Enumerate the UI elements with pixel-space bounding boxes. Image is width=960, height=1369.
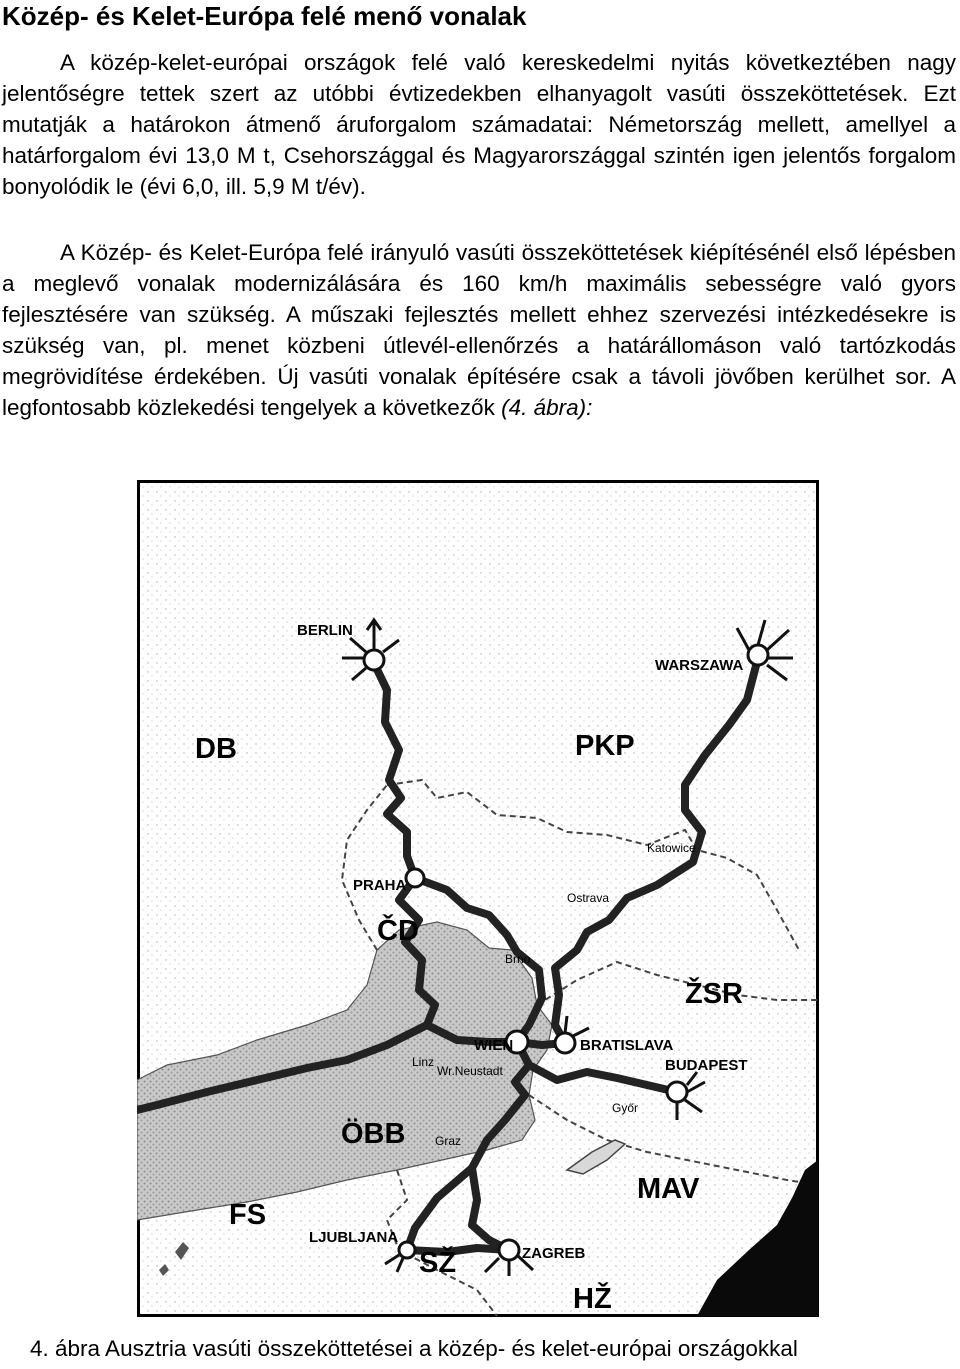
label-wien: WIEN [474, 1037, 514, 1054]
figure-reference: (4. ábra): [501, 395, 593, 420]
label-ljubljana: LJUBLJANA [309, 1229, 399, 1246]
label-graz: Graz [435, 1134, 462, 1148]
label-budapest: BUDAPEST [665, 1057, 748, 1074]
node-berlin [364, 650, 384, 670]
label-berlin: BERLIN [297, 622, 353, 639]
paragraph-2-text: A Közép- és Kelet-Európa felé irányuló vasúti összeköttetések kiépítésénél első lépésben a meglevő vonalak modernizálására és 160 km/h maximális sebességre való gyors fejlesztésére van szükség. A műszaki fejlesztés mellett ehhez szervezési intézkedésekre is szükség van, pl. menet közbeni útlevél-ellenőrzés a határállomáson való tartózkodás megrövidítése érdekében. Új vasúti vonalak építésére csak a távoli jövőben kerülhet sor. A legfontosabb közlekedési tengelyek a következők [2, 240, 956, 420]
node-budapest [667, 1082, 687, 1102]
railway-map-figure [137, 480, 819, 1317]
node-ljubljana [399, 1242, 415, 1258]
label-warszawa: WARSZAWA [655, 657, 744, 674]
label-linz: Linz [412, 1055, 435, 1069]
label-bratislava: BRATISLAVA [580, 1037, 674, 1054]
railway-map [137, 480, 819, 1317]
label-praha: PRAHA [353, 877, 407, 894]
label-obb: ÖBB [341, 1118, 406, 1150]
label-mav: MAV [637, 1173, 700, 1205]
label-zagreb: ZAGREB [522, 1245, 586, 1262]
page-title: Közép- és Kelet-Európa felé menő vonalak [2, 1, 527, 31]
figure-caption: 4. ábra Ausztria vasúti összeköttetései a közép- és kelet-európai országokkal [30, 1336, 798, 1361]
label-db: DB [195, 733, 237, 765]
label-fs: FS [229, 1199, 267, 1231]
node-bratislava [555, 1033, 575, 1053]
node-warszawa [748, 645, 768, 665]
label-katowice: Katowice [647, 841, 696, 855]
label-pkp: PKP [575, 730, 635, 762]
paragraph-2 [2, 237, 956, 423]
label-brno: Brno [505, 952, 531, 966]
label-sz: SŽ [419, 1247, 457, 1279]
label-zsr: ŽSR [685, 978, 743, 1010]
paragraph-1: A közép-kelet-európai országok felé való kereskedelmi nyitás következtében nagy jelentőségre tettek szert az utóbbi évtizedekben elhanyagolt vasúti összeköttetések. Ezt mutatják a határokon átmenő áruforgalom számadatai: Németország mellett, amellyel a határforgalom évi 13,0 M t, Csehországgal és Magyarországgal szintén igen jelentős forgalom bonyolódik le (évi 6,0, ill. 5,9 M t/év). [2, 50, 956, 199]
label-wrneustadt: Wr.Neustadt [437, 1064, 503, 1078]
label-gyor: Győr [612, 1101, 639, 1115]
node-praha [406, 869, 424, 887]
node-zagreb [499, 1240, 519, 1260]
label-ostrava: Ostrava [567, 891, 610, 905]
label-cd: ČD [377, 915, 419, 947]
label-hz: HŽ [573, 1283, 612, 1315]
